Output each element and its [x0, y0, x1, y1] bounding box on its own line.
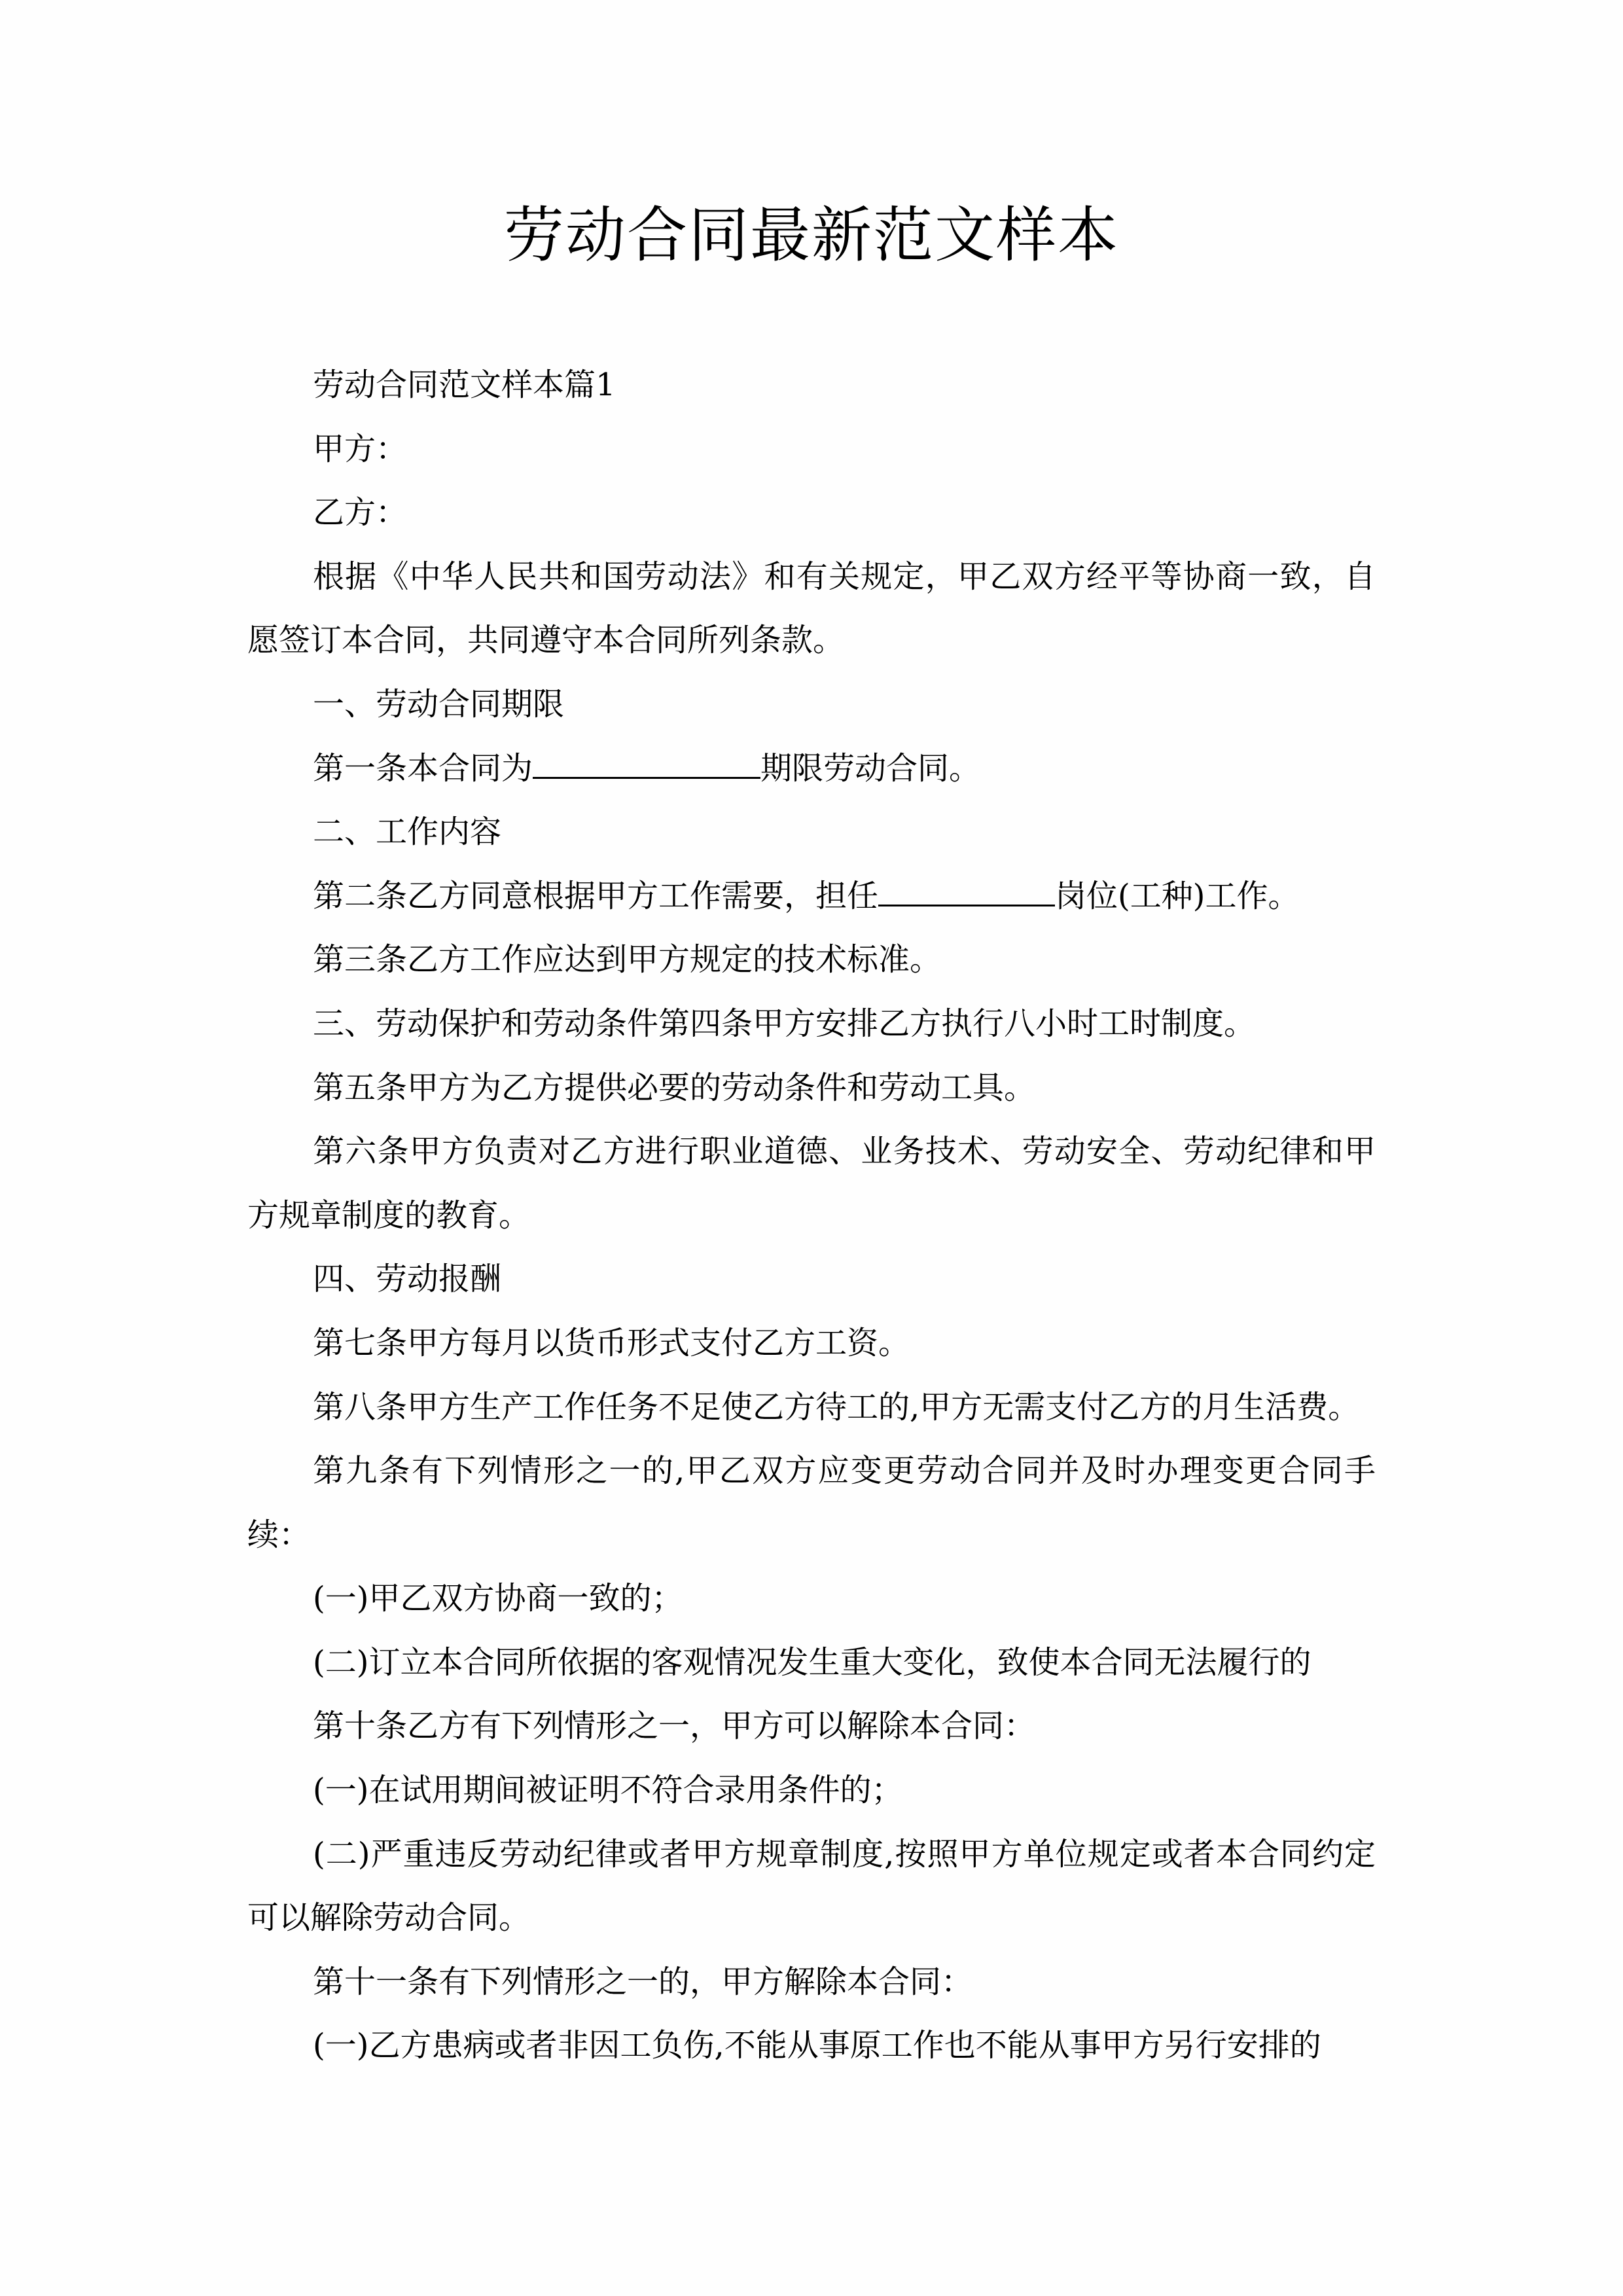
article-9-item-2: (二)订立本合同所依据的客观情况发生重大变化，致使本合同无法履行的	[313, 1643, 1311, 1681]
article-9-item-1: (一)甲乙双方协商一致的；	[313, 1580, 683, 1617]
chapter-heading-3-article-4: 三、劳动保护和劳动条件第四条甲方安排乙方执行八小时工时制度。	[313, 1005, 1256, 1042]
article-8: 第八条甲方生产工作任务不足使乙方待工的,甲方无需支付乙方的月生活费。	[313, 1388, 1360, 1426]
chapter-heading-2: 二、工作内容	[313, 814, 502, 851]
article-1	[247, 737, 1376, 801]
section-heading: 劳动合同范文样本篇1	[313, 367, 616, 403]
article-11: 第十一条有下列情形之一的，甲方解除本合同：	[313, 1963, 973, 2000]
chapter-heading-4: 四、劳动报酬	[313, 1261, 502, 1298]
document-body	[247, 353, 1376, 2078]
article-11-item-1: (一)乙方患病或者非因工负伤,不能从事原工作也不能从事甲方另行安排的	[313, 2027, 1321, 2064]
article-1-after: 期限劳动合同。	[760, 749, 981, 787]
article-10-item-2: (二)严重违反劳动纪律或者甲方规章制度,按照甲方单位规定或者本合同约定可以解除劳动合同。	[247, 1835, 1376, 1937]
article-9: 第九条有下列情形之一的,甲乙双方应变更劳动合同并及时办理变更合同手续：	[247, 1452, 1376, 1553]
article-2-after: 岗位(工种)工作。	[1055, 877, 1300, 914]
article-3: 第三条乙方工作应达到甲方规定的技术标准。	[313, 941, 942, 978]
party-a-label: 甲方：	[313, 430, 408, 467]
contract-term-blank[interactable]	[533, 751, 760, 779]
article-7: 第七条甲方每月以货币形式支付乙方工资。	[313, 1324, 910, 1361]
article-5: 第五条甲方为乙方提供必要的劳动条件和劳动工具。	[313, 1069, 1036, 1106]
article-10-item-1: (一)在试用期间被证明不符合录用条件的；	[313, 1772, 903, 1809]
position-blank[interactable]	[878, 878, 1055, 906]
party-b-label: 乙方：	[313, 494, 408, 531]
chapter-heading-1: 一、劳动合同期限	[313, 685, 565, 723]
document-title: 劳动合同最新范文样本	[503, 200, 1119, 270]
article-1-before: 第一条本合同为	[313, 749, 533, 787]
article-2	[247, 865, 1376, 929]
article-10: 第十条乙方有下列情形之一，甲方可以解除本合同：	[313, 1708, 1036, 1745]
article-6: 第六条甲方负责对乙方进行职业道德、业务技术、劳动安全、劳动纪律和甲方规章制度的教育。	[247, 1133, 1376, 1234]
preamble-paragraph: 根据《中华人民共和国劳动法》和有关规定，甲乙双方经平等协商一致，自愿签订本合同，共同遵守本合同所列条款。	[247, 558, 1376, 659]
article-2-before: 第二条乙方同意根据甲方工作需要，担任	[313, 877, 879, 914]
